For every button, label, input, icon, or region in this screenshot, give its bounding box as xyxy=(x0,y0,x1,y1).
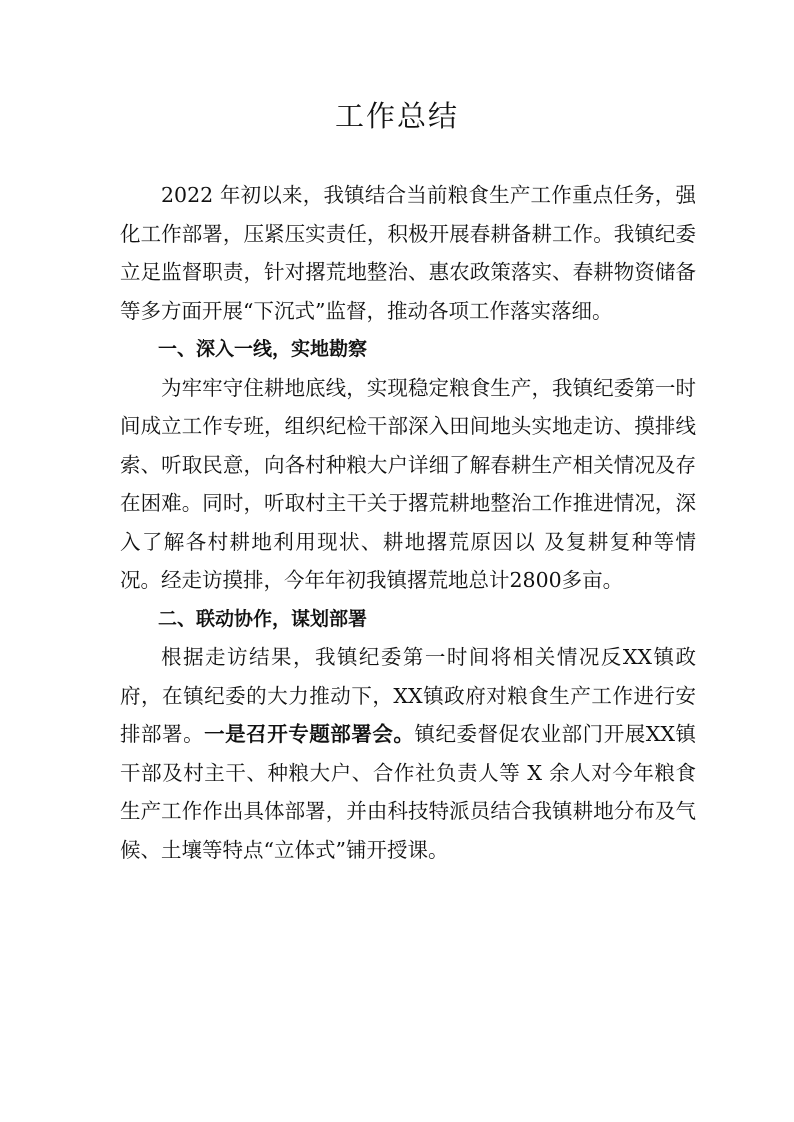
document-body xyxy=(120,176,696,869)
section-2-text-after: 镇纪委督促农业部门开展XX镇干部及村主干、种粮大户、合作社负责人等 X 余人对今年粮食生产工作作出具体部署，并由科技特派员结合我镇耕地分布及气候、土壤等特点“立体式”铺开授课。 xyxy=(120,722,696,862)
section-paragraph-2 xyxy=(120,638,696,869)
intro-paragraph: 2022 年初以来，我镇结合当前粮食生产工作重点任务，强化工作部署，压紧压实责任，积极开展春耕备耕工作。我镇纪委立足监督职责，针对撂荒地整治、惠农政策落实、春耕物资储备等多方面开展“下沉式”监督，推动各项工作落实落细。 xyxy=(120,183,696,323)
document-title: 工作总结 xyxy=(334,99,459,133)
section-heading-1: 一、深入一线，实地勘察 xyxy=(158,338,368,360)
section-2-emphasis: 一是召开专题部署会。 xyxy=(204,722,415,746)
section-2-text-before: 根据走访结果，我镇纪委第一时间将相关情况反XX镇政府，在镇纪委的大力推动下，XX镇政府对粮食生产工作进行安排部署。 xyxy=(120,645,696,746)
section-heading-2: 二、联动协作，谋划部署 xyxy=(158,607,368,630)
section-paragraph-1: 为牢牢守住耕地底线，实现稳定粮食生产，我镇纪委第一时间成立工作专班，组织纪检干部深入田间地头实地走访、摸排线索、听取民意，向各村种粮大户详细了解春耕生产相关情况及存在困难。同时，听取村主干关于撂荒耕地整治工作推进情况，深入了解各村耕地利用现状、耕地撂荒原因以 及复耕复种等情况。经走访摸排，今年年初我镇撂荒地总计2800多亩。 xyxy=(120,375,696,592)
